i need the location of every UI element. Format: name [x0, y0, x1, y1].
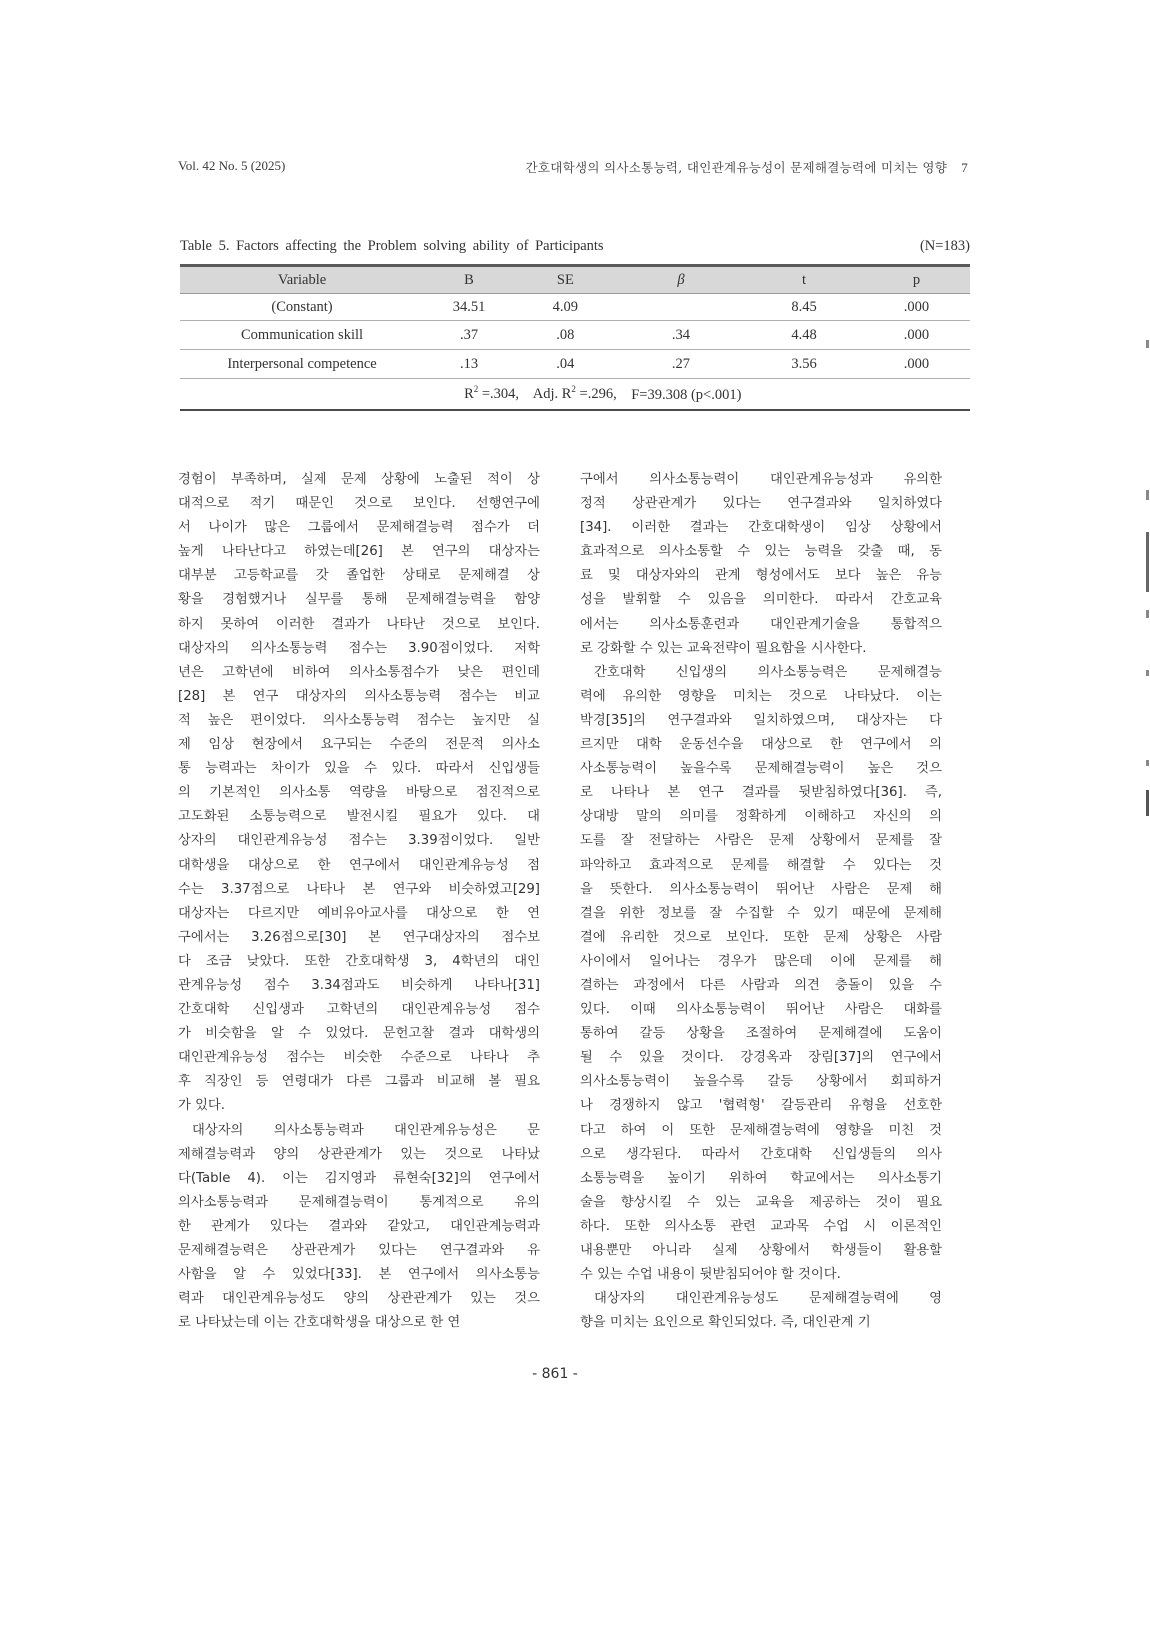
text-line: 력에 유의한 영향을 미치는 것으로 나타났다. 이는 — [580, 688, 942, 704]
text-line: 하지 못하여 이러한 결과가 나타난 것으로 보인다. — [178, 616, 540, 632]
text-line: 대적으로 적기 때문인 것으로 보인다. 선행연구에 — [178, 496, 540, 512]
sample-size: (N=183) — [919, 238, 970, 254]
text-line: 결을 위한 정보를 잘 수집할 수 있기 때문에 문제해 — [580, 905, 942, 921]
text-line: 가 있다. — [178, 1098, 225, 1114]
text-line: 파악하고 효과적으로 문제를 해결할 수 있다는 것 — [580, 857, 942, 873]
text-line: 로 나타나 본 연구 결과를 뒷받침하였다[36]. 즉, — [580, 785, 942, 801]
text-line: 나 경쟁하지 않고 '협력형' 갈등관리 유형을 선호한 — [580, 1098, 942, 1114]
text-line: 수 있는 수업 내용이 뒷받침되어야 할 것이다. — [580, 1267, 841, 1283]
header-p: p — [863, 266, 970, 294]
text-line: 르지만 대학 운동선수을 대상으로 한 연구에서 의 — [580, 737, 942, 753]
cell-beta: .34 — [617, 321, 745, 350]
text-line: 대상자의 의사소통능력 점수는 3.90점이었다. 저학 — [178, 640, 540, 656]
text-line: 대부분 고등학교를 갓 졸업한 상태로 문제해결 상 — [178, 568, 540, 584]
table-footer-row — [180, 379, 970, 411]
text-line: 고도화된 소통능력으로 발전시킬 필요가 있다. 대 — [178, 809, 540, 825]
f-statistic: F=39.308 (p<.001) — [631, 386, 742, 403]
cell-t: 8.45 — [745, 294, 863, 321]
text-line: 수는 3.37점으로 나타나 본 연구와 비슷하였고[29] — [178, 881, 540, 897]
cell-p: .000 — [863, 321, 970, 350]
text-line: 대상자의 의사소통능력과 대인관계유능성은 문 — [192, 1122, 540, 1138]
cell-se: .04 — [514, 350, 617, 379]
model-fit-summary — [424, 379, 970, 411]
text-line: 문제해결능력은 상관관계가 있다는 연구결과와 유 — [178, 1243, 540, 1258]
text-line: 적 높은 편이었다. 의사소통능력 점수는 높지만 실 — [178, 712, 540, 728]
cell-p: .000 — [863, 294, 970, 321]
cell-se: .08 — [514, 321, 617, 350]
page-number: - 861 - — [532, 1366, 578, 1382]
text-line: 하다. 또한 의사소통 관련 교과목 수업 시 이론적인 — [580, 1218, 942, 1234]
text-line: 사이에서 일어나는 경우가 많은데 이에 문제를 해 — [580, 953, 942, 969]
cell-se: 4.09 — [514, 294, 617, 321]
journal-volume: Vol. 42 No. 5 (2025) — [178, 158, 286, 173]
header-page-number: 7 — [961, 160, 968, 175]
text-line: 결에 유리한 것으로 보인다. 또한 문제 상황은 사람 — [580, 929, 942, 945]
text-line: 황을 경험했거나 실무를 통해 문제해결능력을 함양 — [178, 592, 540, 608]
text-line: 의사소통능력과 문제해결능력이 통계적으로 유의 — [178, 1194, 540, 1210]
left-column — [178, 468, 540, 1335]
text-line: 로 나타났는데 이는 간호대학생을 대상으로 한 연 — [178, 1315, 461, 1331]
text-line: 한 관계가 있다는 결과와 같았고, 대인관계능력과 — [178, 1218, 540, 1234]
text-line: 로 강화할 수 있는 교육전략이 필요함을 시사한다. — [580, 640, 867, 656]
text-line: 술을 향상시킬 수 있는 교육을 제공하는 것이 필요 — [580, 1194, 942, 1210]
text-line: 에서는 의사소통훈련과 대인관계기술을 통합적으 — [580, 616, 942, 632]
text-line: 구에서 의사소통능력이 대인관계유능성과 유의한 — [580, 472, 942, 487]
text-line: 료 및 대상자와의 관계 형성에서도 보다 높은 유능 — [580, 568, 942, 584]
table-header-row — [180, 266, 970, 294]
text-line: [28] 본 연구 대상자의 의사소통능력 점수는 비교 — [178, 688, 540, 704]
text-line: 있다. 이때 의사소통능력이 뛰어난 사람은 대화를 — [580, 1002, 942, 1018]
text-line: 구에서는 3.26점으로[30] 본 연구대상자의 점수보 — [178, 929, 540, 945]
cell-b: .13 — [424, 350, 514, 379]
header-se: SE — [514, 266, 617, 294]
text-line: 대인관계유능성 점수는 비슷한 수준으로 나타나 추 — [178, 1050, 540, 1066]
text-line: 가 비슷함을 알 수 있었다. 문헌고찰 결과 대학생의 — [178, 1026, 540, 1042]
text-line: 내용뿐만 아니라 실제 상황에서 학생들이 활용할 — [580, 1243, 942, 1258]
text-line: [34]. 이러한 결과는 간호대학생이 임상 상황에서 — [580, 520, 942, 536]
text-line: 성을 발휘할 수 있음을 의미한다. 따라서 간호교육 — [580, 592, 942, 608]
right-column — [580, 468, 942, 1335]
text-line: 경험이 부족하며, 실제 문제 상황에 노출된 적이 상 — [178, 472, 540, 487]
cell-b: .37 — [424, 321, 514, 350]
text-line: 간호대학 신입생과 고학년의 대인관계유능성 점수 — [178, 1002, 540, 1018]
text-line: 결하는 과정에서 다른 사람과 의견 충돌이 있을 수 — [580, 977, 942, 993]
text-line: 의 기본적인 의사소통 역량을 바탕으로 점진적으로 — [178, 785, 540, 801]
text-line: 상대방 말의 의미를 정확하게 이해하고 자신의 의 — [580, 809, 942, 825]
text-line: 서 나이가 많은 그룹에서 문제해결능력 점수가 더 — [178, 520, 540, 536]
text-line: 대상자의 대인관계유능성도 문제해결능력에 영 — [594, 1291, 942, 1307]
text-line: 을 뜻한다. 의사소통능력이 뛰어난 사람은 문제 해 — [580, 881, 942, 897]
table-row — [180, 321, 970, 350]
text-line: 의사소통능력이 높을수록 갈등 상황에서 회피하거 — [580, 1074, 942, 1090]
cell-beta — [617, 294, 745, 321]
text-line: 대상자는 다르지만 예비유아교사를 대상으로 한 연 — [178, 905, 540, 921]
text-line: 소통능력을 높이기 위하여 학교에서는 의사소통기 — [580, 1170, 942, 1186]
table-row — [180, 350, 970, 379]
cell-t: 3.56 — [745, 350, 863, 379]
cell-b: 34.51 — [424, 294, 514, 321]
header-variable: Variable — [180, 266, 424, 294]
text-line: 통하여 갈등 상황을 조절하여 문제해결에 도움이 — [580, 1026, 942, 1042]
running-title-text: 간호대학생의 의사소통능력, 대인관계유능성이 문제해결능력에 미치는 영향 — [525, 160, 948, 175]
cell-beta: .27 — [617, 350, 745, 379]
regression-table — [180, 238, 970, 411]
cell-variable: (Constant) — [180, 294, 424, 321]
text-line: 다 조금 낮았다. 또한 간호대학생 3, 4학년의 대인 — [178, 953, 540, 969]
text-line: 다고 하여 이 또한 문제해결능력에 영향을 미친 것 — [580, 1122, 942, 1138]
table — [180, 264, 970, 411]
table-caption-text: Table 5. Factors affecting the Problem solving ability of Participants — [180, 238, 604, 254]
running-head — [178, 158, 968, 178]
text-line: 정적 상관관계가 있다는 연구결과와 일치하였다 — [580, 496, 942, 512]
scan-edge-marks — [1144, 300, 1150, 860]
text-line: 제해결능력과 양의 상관관계가 있는 것으로 나타났 — [178, 1146, 540, 1162]
text-line: 도를 잘 전달하는 사람은 문제 상황에서 문제를 잘 — [580, 833, 942, 849]
text-line: 사소통능력이 높을수록 문제해결능력이 높은 것으 — [580, 761, 942, 777]
header-t: t — [745, 266, 863, 294]
header-b: B — [424, 266, 514, 294]
r-squared: $R^2 =.304$, — [464, 384, 520, 403]
text-line: 향을 미치는 요인으로 확인되었다. 즉, 대인관계 기 — [580, 1315, 871, 1331]
running-title — [526, 158, 968, 176]
text-line: 으로 생각된다. 따라서 간호대학 신입생들의 의사 — [580, 1146, 942, 1162]
text-line: 박경[35]의 연구결과와 일치하였으며, 대상자는 다 — [580, 712, 942, 728]
table-row — [180, 294, 970, 321]
text-line: 될 수 있을 것이다. 강경옥과 장림[37]의 연구에서 — [580, 1050, 942, 1066]
cell-p: .000 — [863, 350, 970, 379]
text-line: 력과 대인관계유능성도 양의 상관관계가 있는 것으 — [178, 1291, 540, 1307]
text-line: 대학생을 대상으로 한 연구에서 대인관계유능성 점 — [178, 857, 540, 873]
table-caption — [180, 238, 970, 260]
text-line: 효과적으로 의사소통할 수 있는 능력을 갖출 때, 동 — [580, 544, 942, 560]
adjusted-r-squared: Adj. $R^2 =.296$, — [532, 384, 617, 403]
text-line: 통 능력과는 차이가 있을 수 있다. 따라서 신입생들 — [178, 761, 540, 777]
text-line: 관계유능성 점수 3.34점과도 비슷하게 나타나[31] — [178, 977, 540, 993]
text-line: 사함을 알 수 있었다[33]. 본 연구에서 의사소통능 — [178, 1267, 540, 1283]
cell-variable: Communication skill — [180, 321, 424, 350]
text-line: 간호대학 신입생의 의사소통능력은 문제해결능 — [594, 664, 942, 680]
header-beta: β — [617, 266, 745, 294]
cell-t: 4.48 — [745, 321, 863, 350]
cell-variable: Interpersonal competence — [180, 350, 424, 379]
text-line: 제 임상 현장에서 요구되는 수준의 전문적 의사소 — [178, 737, 540, 753]
text-line: 년은 고학년에 비하여 의사소통점수가 낮은 편인데 — [178, 664, 540, 680]
text-line: 후 직장인 등 연령대가 다른 그룹과 비교해 볼 필요 — [178, 1074, 540, 1090]
text-line: 상자의 대인관계유능성 점수는 3.39점이었다. 일반 — [178, 833, 540, 849]
text-line: 높게 나타난다고 하였는데[26] 본 연구의 대상자는 — [178, 544, 540, 560]
text-line: 다(Table 4). 이는 김지영과 류현숙[32]의 연구에서 — [178, 1170, 540, 1186]
